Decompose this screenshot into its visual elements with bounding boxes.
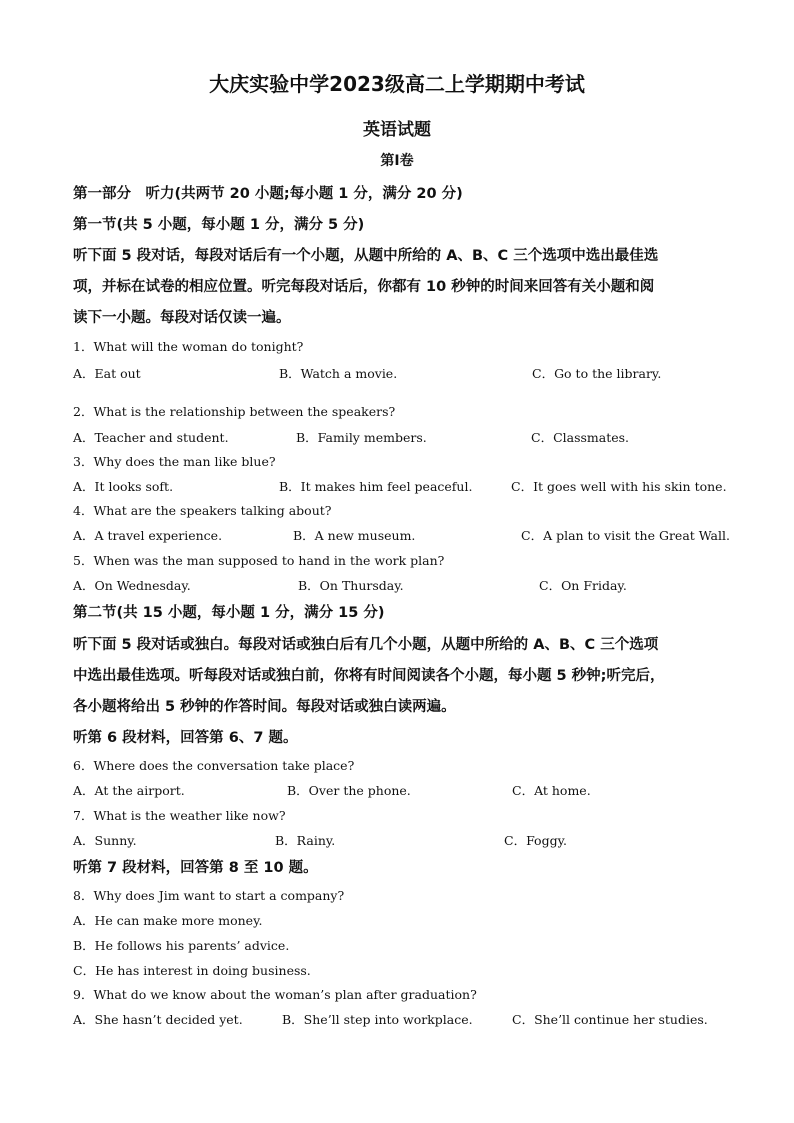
material-heading: 听第 6 段材料，回答第 6、7 题。: [73, 730, 298, 746]
option-b: B．It makes him feel peaceful.: [279, 479, 473, 494]
section2-instruction-line: 中选出最佳选项。听每段对话或独白前，你将有时间阅读各个小题，每小题 5 秒钟;听完后，: [73, 668, 665, 684]
question-stem: 6．Where does the conversation take place?: [73, 758, 355, 773]
option-c: C．Go to the library.: [532, 366, 662, 381]
question-stem: 4．What are the speakers talking about?: [73, 503, 332, 518]
option-c: C．He has interest in doing business.: [73, 963, 311, 978]
option-b: B．Rainy.: [275, 833, 336, 848]
option-a: A．A travel experience.: [73, 528, 223, 543]
option-c: C．At home.: [512, 783, 591, 798]
section1-instruction-line: 听下面 5 段对话，每段对话后有一个小题，从题中所给的 A、B、C 三个选项中选出最佳选: [73, 248, 659, 264]
question-stem: 2．What is the relationship between the speakers?: [73, 404, 396, 419]
option-b: B．Family members.: [296, 430, 427, 445]
option-a: A．At the airport.: [73, 783, 185, 798]
option-b: B．On Thursday.: [298, 578, 404, 593]
option-c: C．It goes well with his skin tone.: [511, 479, 727, 494]
option-a: A．It looks soft.: [73, 479, 174, 494]
option-a: A．Sunny.: [73, 833, 137, 848]
material-heading: 听第 7 段材料，回答第 8 至 10 题。: [73, 860, 318, 876]
option-a: A．On Wednesday.: [73, 578, 191, 593]
option-c: C．On Friday.: [539, 578, 627, 593]
question-stem: 9．What do we know about the woman’s plan after graduation?: [73, 987, 477, 1002]
volume-label: 第I卷: [380, 153, 414, 169]
option-b: B．A new museum.: [293, 528, 416, 543]
section1-instruction-line: 项，并标在试卷的相应位置。听完每段对话后，你都有 10 秒钟的时间来回答有关小题和阅: [73, 279, 655, 295]
option-c: C．Foggy.: [504, 833, 567, 848]
question-stem: 5．When was the man supposed to hand in the work plan?: [73, 553, 445, 568]
section1-heading: 第一节(共 5 小题，每小题 1 分，满分 5 分): [73, 217, 365, 233]
option-c: C．A plan to visit the Great Wall.: [521, 528, 730, 543]
option-c: C．Classmates.: [531, 430, 630, 445]
subject-title: 英语试题: [363, 120, 431, 140]
option-b: B．She’ll step into workplace.: [282, 1012, 473, 1027]
option-a: A．Eat out: [73, 366, 141, 381]
option-a: A．He can make more money.: [73, 913, 263, 928]
section1-instruction-line: 读下一小题。每段对话仅读一遍。: [73, 310, 291, 326]
question-stem: 7．What is the weather like now?: [73, 808, 286, 823]
section2-instruction-line: 各小题将给出 5 秒钟的作答时间。每段对话或独白读两遍。: [73, 699, 456, 715]
section2-heading: 第二节(共 15 小题，每小题 1 分，满分 15 分): [73, 605, 385, 621]
exam-title: 大庆实验中学2023级高二上学期期中考试: [209, 72, 585, 96]
option-a: A．Teacher and student.: [73, 430, 229, 445]
question-stem: 1．What will the woman do tonight?: [73, 339, 304, 354]
question-stem: 8．Why does Jim want to start a company?: [73, 888, 345, 903]
question-stem: 3．Why does the man like blue?: [73, 454, 276, 469]
option-a: A．She hasn’t decided yet.: [73, 1012, 243, 1027]
option-c: C．She’ll continue her studies.: [512, 1012, 708, 1027]
option-b: B．He follows his parents’ advice.: [73, 938, 290, 953]
section2-instruction-line: 听下面 5 段对话或独白。每段对话或独白后有几个小题，从题中所给的 A、B、C 三个选项: [73, 637, 659, 653]
option-b: B．Watch a movie.: [279, 366, 398, 381]
part1-heading: 第一部分 听力(共两节 20 小题;每小题 1 分，满分 20 分): [73, 186, 463, 202]
option-b: B．Over the phone.: [287, 783, 411, 798]
